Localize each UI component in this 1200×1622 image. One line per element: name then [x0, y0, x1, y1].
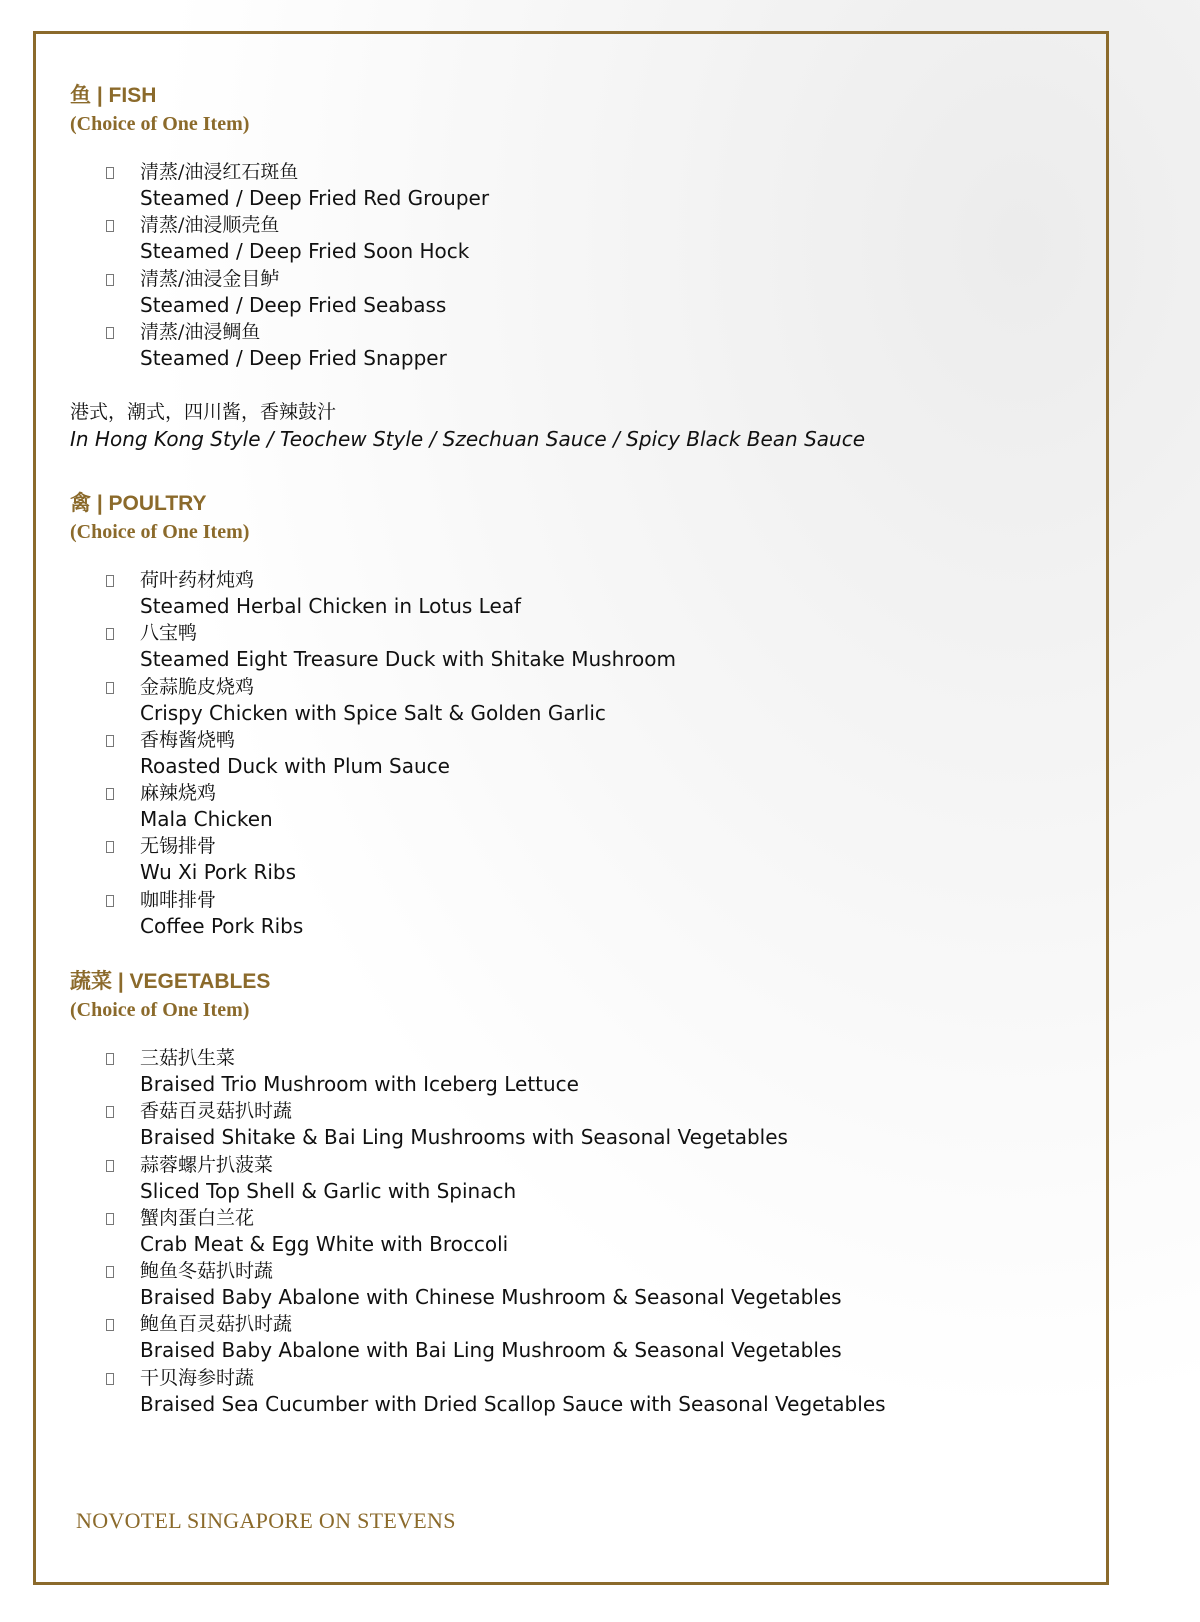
footer-hotel-name: NOVOTEL SINGAPORE ON STEVENS — [76, 1508, 456, 1533]
poultry-subtitle: (Choice of One Item) — [70, 521, 250, 543]
fish-list — [70, 159, 489, 372]
list-item — [70, 1365, 886, 1418]
item-zh: 香菇百灵菇扒时蔬 — [140, 1100, 293, 1123]
checkbox-icon — [106, 575, 114, 587]
item-en: Steamed Herbal Chicken in Lotus Leaf — [140, 594, 522, 618]
checkbox-icon — [106, 788, 114, 800]
item-en: Wu Xi Pork Ribs — [140, 860, 297, 885]
list-item — [70, 780, 676, 833]
item-en: Steamed Eight Treasure Duck with Shitake Mushroom — [140, 647, 676, 672]
fish-title: 鱼 | FISH — [70, 84, 157, 107]
item-en: Steamed / Deep Fried Seabass — [140, 292, 447, 317]
item-zh: 清蒸/油浸金目鲈 — [140, 267, 280, 290]
list-item — [70, 266, 489, 319]
item-en: Braised Baby Abalone with Bai Ling Mushroom & Seasonal Vegetables — [140, 1338, 842, 1363]
item-zh: 咖啡排骨 — [140, 888, 217, 911]
item-en: Braised Shitake & Bai Ling Mushrooms with Seasonal Vegetables — [140, 1125, 788, 1150]
item-en: Mala Chicken — [140, 807, 273, 832]
item-zh: 清蒸/油浸鲷鱼 — [140, 320, 261, 343]
checkbox-icon — [106, 735, 114, 747]
vegetables-subtitle: (Choice of One Item) — [70, 999, 250, 1021]
item-en: Sliced Top Shell & Garlic with Spinach — [140, 1178, 517, 1203]
list-item — [70, 833, 676, 886]
fish-section — [70, 83, 489, 372]
item-zh: 鲍鱼冬菇扒时蔬 — [140, 1260, 274, 1283]
item-en: Crispy Chicken with Spice Salt & Golden Garlic — [140, 700, 606, 725]
checkbox-icon — [106, 1106, 114, 1118]
checkbox-icon — [106, 895, 114, 907]
list-item — [70, 1152, 886, 1205]
list-item — [70, 620, 676, 673]
list-item — [70, 1258, 886, 1311]
item-zh: 清蒸/油浸红石斑鱼 — [140, 161, 299, 183]
checkbox-icon — [106, 1213, 114, 1225]
item-en: Steamed / Deep Fried Soon Hock — [140, 239, 470, 264]
item-en: Braised Sea Cucumber with Dried Scallop Sauce with Seasonal Vegetables — [140, 1391, 886, 1416]
item-zh: 八宝鸭 — [140, 622, 198, 645]
item-en: Steamed / Deep Fried Red Grouper — [140, 186, 490, 210]
item-zh: 无锡排骨 — [140, 835, 217, 858]
item-zh: 麻辣烧鸡 — [140, 782, 217, 805]
item-zh: 金蒜脆皮烧鸡 — [140, 675, 255, 698]
checkbox-icon — [106, 682, 114, 694]
item-zh: 三菇扒生菜 — [140, 1047, 236, 1069]
list-item — [70, 1311, 886, 1364]
fish-styles-en: In Hong Kong Style / Teochew Style / Szechuan Sauce / Spicy Black Bean Sauce — [70, 427, 866, 451]
checkbox-icon — [106, 220, 114, 232]
vegetables-title: 蔬菜 | VEGETABLES — [70, 970, 271, 993]
item-zh: 干贝海参时蔬 — [140, 1366, 255, 1389]
list-item — [70, 159, 489, 212]
list-item — [70, 887, 676, 940]
item-en: Roasted Duck with Plum Sauce — [140, 753, 450, 778]
item-zh: 蒜蓉螺片扒菠菜 — [140, 1153, 274, 1176]
item-zh: 清蒸/油浸顺壳鱼 — [140, 214, 280, 237]
item-en: Steamed / Deep Fried Snapper — [140, 345, 447, 370]
fish-subtitle: (Choice of One Item) — [70, 113, 250, 135]
list-item — [70, 1045, 886, 1098]
vegetables-section — [70, 969, 886, 1418]
list-item — [70, 319, 489, 372]
item-zh: 香梅酱烧鸭 — [140, 728, 236, 751]
checkbox-icon — [106, 167, 114, 179]
list-item — [70, 1098, 886, 1151]
item-zh: 蟹肉蛋白兰花 — [140, 1206, 255, 1229]
list-item — [70, 727, 676, 780]
item-en: Braised Trio Mushroom with Iceberg Lettuce — [140, 1072, 579, 1096]
item-en: Braised Baby Abalone with Chinese Mushroom & Seasonal Vegetables — [140, 1285, 842, 1310]
checkbox-icon — [106, 841, 114, 853]
list-item — [70, 567, 676, 620]
vegetables-list — [70, 1045, 886, 1418]
checkbox-icon — [106, 628, 114, 640]
poultry-list — [70, 567, 676, 940]
list-item — [70, 1205, 886, 1258]
list-item — [70, 674, 676, 727]
item-zh: 鲍鱼百灵菇扒时蔬 — [140, 1313, 293, 1336]
checkbox-icon — [106, 1266, 114, 1278]
item-en: Coffee Pork Ribs — [140, 913, 304, 938]
checkbox-icon — [106, 1160, 114, 1172]
poultry-section — [70, 491, 676, 940]
fish-styles-zh: 港式，潮式，四川酱，香辣鼓汁 — [70, 401, 337, 423]
item-zh: 荷叶药材炖鸡 — [140, 569, 255, 591]
checkbox-icon — [106, 1373, 114, 1385]
checkbox-icon — [106, 327, 114, 339]
list-item — [70, 212, 489, 265]
checkbox-icon — [106, 274, 114, 286]
item-en: Crab Meat & Egg White with Broccoli — [140, 1231, 509, 1256]
fish-styles — [70, 399, 865, 453]
checkbox-icon — [106, 1053, 114, 1065]
checkbox-icon — [106, 1319, 114, 1331]
poultry-title: 禽 | POULTRY — [70, 492, 207, 515]
